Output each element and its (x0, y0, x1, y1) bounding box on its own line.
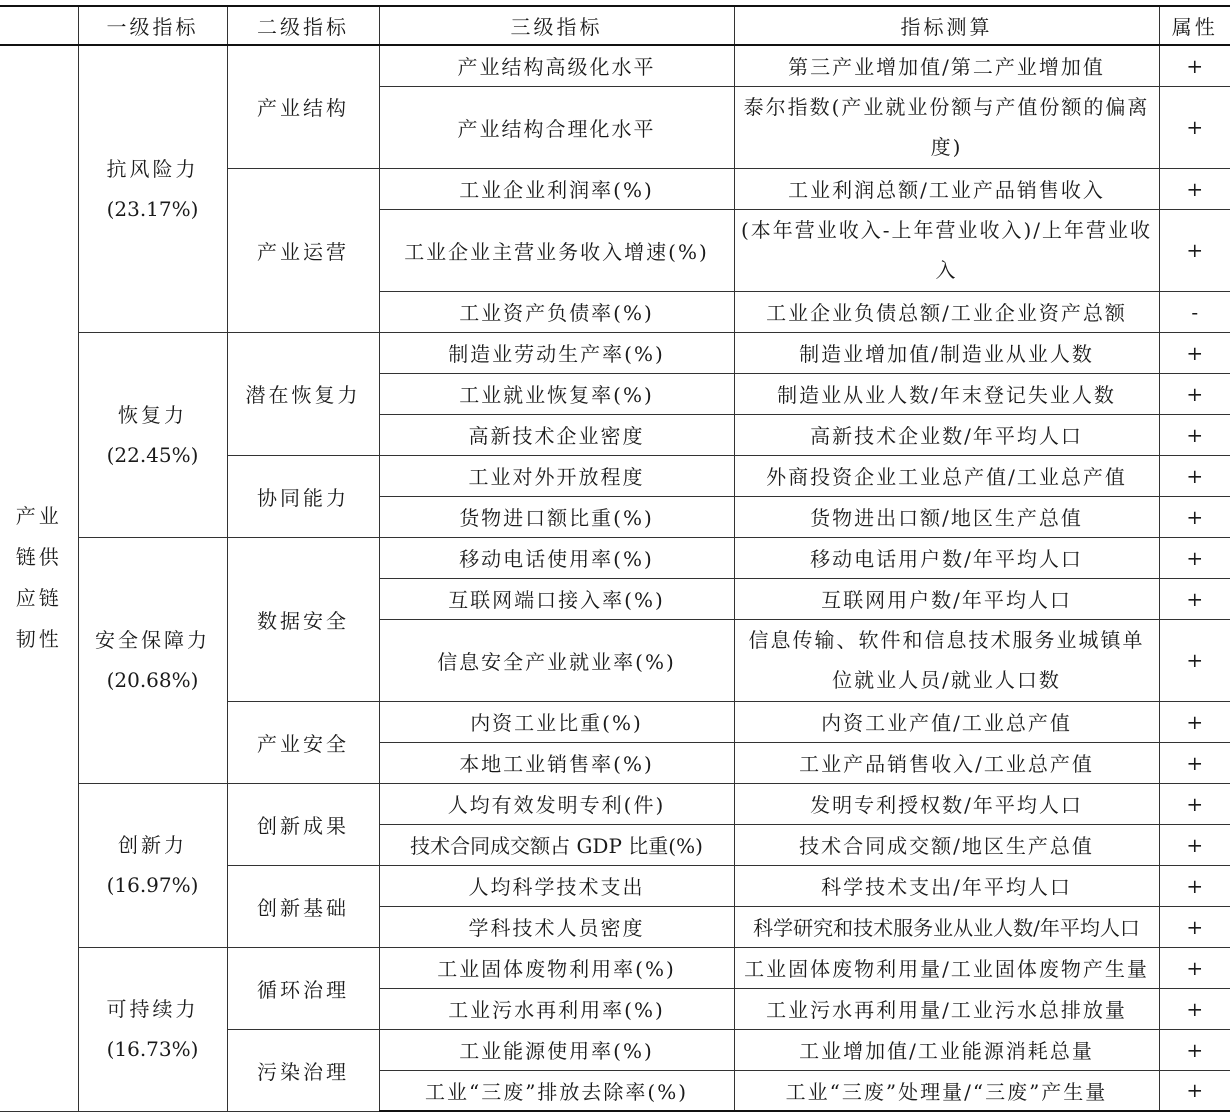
level1-weight: (16.97%) (106, 873, 199, 897)
formula-cell: 工业利润总额/工业产品销售收入 (734, 168, 1159, 209)
level3-cell: 货物进口额比重(%) (379, 496, 734, 537)
attr-cell: + (1159, 537, 1230, 578)
attr-cell: + (1159, 168, 1230, 209)
formula-cell: 工业污水再利用量/工业污水总排放量 (734, 988, 1159, 1029)
formula-cell: 科学研究和技术服务业从业人数/年平均人口 (734, 906, 1159, 947)
formula-cell: 制造业从业人数/年末登记失业人数 (734, 373, 1159, 414)
formula-cell: (本年营业收入-上年营业收入)/上年营业收入 (734, 209, 1159, 291)
attr-cell: + (1159, 578, 1230, 619)
attr-cell: + (1159, 332, 1230, 373)
level3-cell: 工业“三废”排放去除率(%) (379, 1070, 734, 1111)
attr-cell: + (1159, 414, 1230, 455)
level3-cell: 工业对外开放程度 (379, 455, 734, 496)
table-row (0, 537, 1230, 578)
formula-cell: 泰尔指数(产业就业份额与产值份额的偏离度) (734, 86, 1159, 168)
level2-cell: 协同能力 (227, 455, 379, 537)
formula-cell: 移动电话用户数/年平均人口 (734, 537, 1159, 578)
level3-cell: 人均有效发明专利(件) (379, 783, 734, 824)
formula-cell: 信息传输、软件和信息技术服务业城镇单位就业人员/就业人口数 (734, 619, 1159, 701)
level1-cell (78, 947, 227, 1111)
level3-cell: 移动电话使用率(%) (379, 537, 734, 578)
attr-cell: + (1159, 906, 1230, 947)
level3-cell: 产业结构合理化水平 (379, 86, 734, 168)
level1-cell (78, 537, 227, 783)
level3-cell: 学科技术人员密度 (379, 906, 734, 947)
level2-cell: 污染治理 (227, 1029, 379, 1111)
attr-cell: + (1159, 619, 1230, 701)
table-row (0, 783, 1230, 824)
attr-cell: + (1159, 496, 1230, 537)
level3-cell: 本地工业销售率(%) (379, 742, 734, 783)
level2-cell: 创新基础 (227, 865, 379, 947)
header-cell-blank (0, 6, 78, 45)
level1-cell (78, 45, 227, 332)
attr-cell: + (1159, 455, 1230, 496)
level2-cell: 数据安全 (227, 537, 379, 701)
table-row (0, 45, 1230, 86)
formula-cell: 制造业增加值/制造业从业人数 (734, 332, 1159, 373)
level1-name: 抗风险力 (106, 156, 199, 181)
level3-cell: 人均科学技术支出 (379, 865, 734, 906)
level1-name: 恢复力 (118, 402, 187, 427)
level2-cell: 创新成果 (227, 783, 379, 865)
level3-cell: 产业结构高级化水平 (379, 45, 734, 86)
dimension-line: 应链 (15, 586, 62, 611)
dimension-cell (0, 45, 78, 1111)
level1-cell (78, 332, 227, 537)
attr-cell: - (1159, 291, 1230, 332)
attr-cell: + (1159, 783, 1230, 824)
attr-cell: + (1159, 865, 1230, 906)
level2-cell: 产业结构 (227, 45, 379, 168)
formula-cell: 工业“三废”处理量/“三废”产生量 (734, 1070, 1159, 1111)
formula-cell: 高新技术企业数/年平均人口 (734, 414, 1159, 455)
header-cell-attr: 属性 (1159, 6, 1230, 45)
formula-cell: 工业企业负债总额/工业企业资产总额 (734, 291, 1159, 332)
level1-name: 安全保障力 (95, 628, 210, 652)
level1-name: 可持续力 (106, 997, 199, 1021)
indicator-table (0, 5, 1230, 1112)
level3-cell: 技术合同成交额占 GDP 比重(%) (379, 824, 734, 865)
level3-cell: 高新技术企业密度 (379, 414, 734, 455)
level3-cell: 内资工业比重(%) (379, 701, 734, 742)
table-row (0, 947, 1230, 988)
formula-cell: 技术合同成交额/地区生产总值 (734, 824, 1159, 865)
level1-name: 创新力 (118, 833, 187, 857)
level3-cell: 工业污水再利用率(%) (379, 988, 734, 1029)
dimension-line: 产业 (15, 504, 62, 529)
level3-cell: 工业资产负债率(%) (379, 291, 734, 332)
attr-cell: + (1159, 86, 1230, 168)
header-cell-level1: 一级指标 (78, 6, 227, 45)
level1-weight: (23.17%) (106, 196, 199, 221)
level3-cell: 工业就业恢复率(%) (379, 373, 734, 414)
attr-cell: + (1159, 373, 1230, 414)
formula-cell: 发明专利授权数/年平均人口 (734, 783, 1159, 824)
formula-cell: 互联网用户数/年平均人口 (734, 578, 1159, 619)
attr-cell: + (1159, 824, 1230, 865)
formula-cell: 工业产品销售收入/工业总产值 (734, 742, 1159, 783)
level1-weight: (20.68%) (106, 668, 199, 692)
dimension-line: 韧性 (15, 627, 62, 652)
formula-cell: 第三产业增加值/第二产业增加值 (734, 45, 1159, 86)
table-row (0, 332, 1230, 373)
level3-cell: 制造业劳动生产率(%) (379, 332, 734, 373)
formula-cell: 科学技术支出/年平均人口 (734, 865, 1159, 906)
attr-cell: + (1159, 1070, 1230, 1111)
attr-cell: + (1159, 742, 1230, 783)
header-cell-level2: 二级指标 (227, 6, 379, 45)
header-cell-level3: 三级指标 (379, 6, 734, 45)
level3-cell: 工业企业利润率(%) (379, 168, 734, 209)
level3-cell: 工业固体废物利用率(%) (379, 947, 734, 988)
level2-cell: 产业运营 (227, 168, 379, 332)
formula-cell: 工业固体废物利用量/工业固体废物产生量 (734, 947, 1159, 988)
attr-cell: + (1159, 1029, 1230, 1070)
level3-cell: 工业企业主营业务收入增速(%) (379, 209, 734, 291)
attr-cell: + (1159, 947, 1230, 988)
formula-cell: 外商投资企业工业总产值/工业总产值 (734, 455, 1159, 496)
attr-cell: + (1159, 988, 1230, 1029)
formula-cell: 货物进出口额/地区生产总值 (734, 496, 1159, 537)
level2-cell: 潜在恢复力 (227, 332, 379, 455)
level2-cell: 循环治理 (227, 947, 379, 1029)
header-row (0, 6, 1230, 45)
level1-weight: (16.73%) (106, 1037, 199, 1061)
header-cell-formula: 指标测算 (734, 6, 1159, 45)
attr-cell: + (1159, 701, 1230, 742)
attr-cell: + (1159, 209, 1230, 291)
level3-cell: 工业能源使用率(%) (379, 1029, 734, 1070)
level1-cell (78, 783, 227, 947)
level3-cell: 信息安全产业就业率(%) (379, 619, 734, 701)
formula-cell: 工业增加值/工业能源消耗总量 (734, 1029, 1159, 1070)
formula-cell: 内资工业产值/工业总产值 (734, 701, 1159, 742)
level2-cell: 产业安全 (227, 701, 379, 783)
attr-cell: + (1159, 45, 1230, 86)
dimension-line: 链供 (15, 545, 62, 570)
level1-weight: (22.45%) (106, 442, 199, 467)
level3-cell: 互联网端口接入率(%) (379, 578, 734, 619)
